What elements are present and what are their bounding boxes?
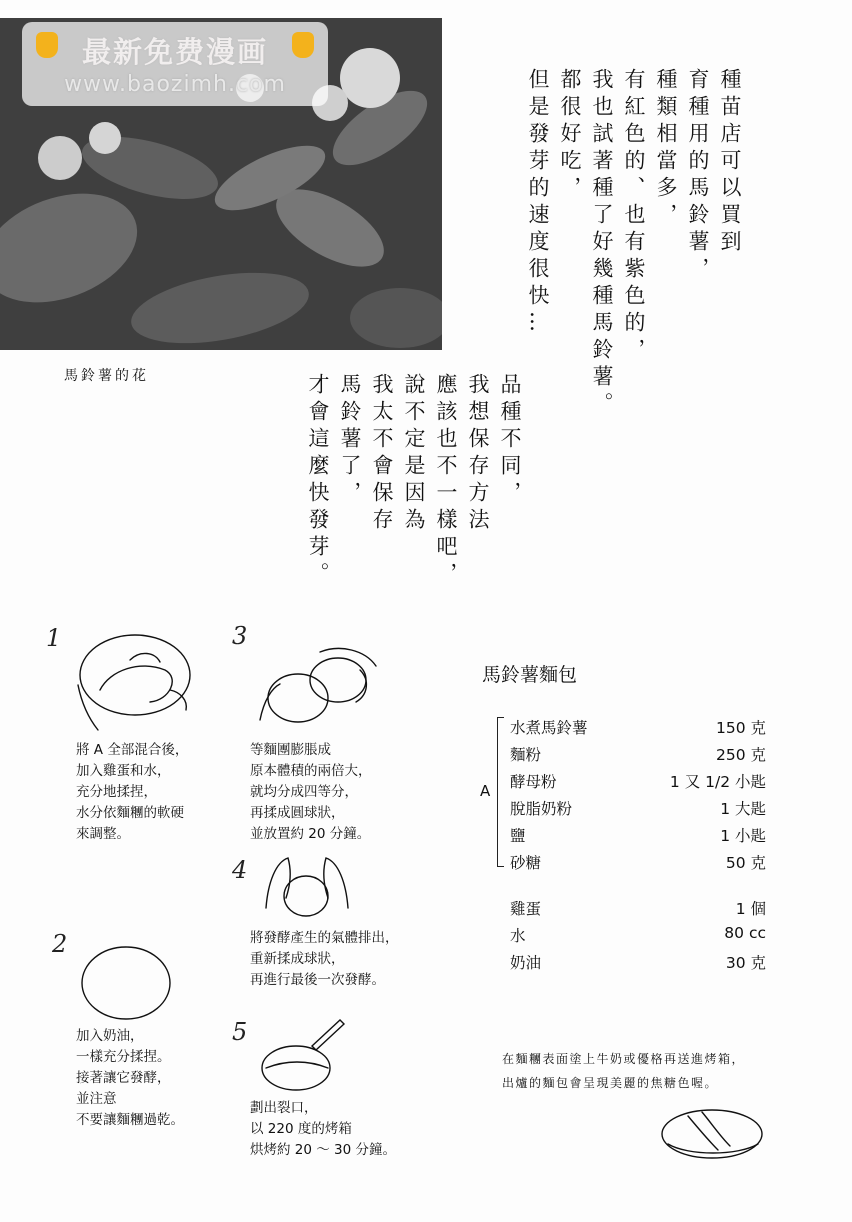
vertical-text-line: 我太不會保存 (370, 373, 394, 535)
vertical-text-line: 應該也不一樣吧， (434, 373, 458, 589)
step-instructions: 等麵團膨脹成 原本體積的兩倍大， 就均分成四等分， 再揉成圓球狀， 並放置約 20 分鐘。 (250, 742, 372, 842)
ingredient-name: 奶油 (510, 954, 542, 972)
ingredient-name: 酵母粉 (510, 773, 557, 791)
vertical-text-line: 品種不同， (498, 373, 522, 508)
baking-tip-line: 在麵糰表面塗上牛奶或優格再送進烤箱， (502, 1052, 746, 1066)
watermark-url: www.baozimh.com (64, 72, 286, 97)
kneading-illustration (70, 630, 200, 735)
ingredient-name: 水煮馬鈴薯 (510, 719, 588, 737)
scoring-dough-illustration (258, 1016, 358, 1094)
baking-tip-line: 出爐的麵包會呈現美麗的焦糖色喔。 (502, 1076, 719, 1090)
vertical-text-line: 我想保存方法 (466, 373, 490, 535)
ingredient-name: 雞蛋 (510, 900, 542, 918)
ingredient-amount: 30 克 (725, 954, 766, 972)
vertical-text-line: 但是發芽的速度很快… (526, 68, 550, 338)
ingredient-row (510, 897, 766, 923)
watermark-title: 最新免费漫画 (81, 35, 268, 69)
step-instructions: 將發酵產生的氣體排出， 重新揉成球狀， 再進行最後一次發酵。 (250, 930, 399, 988)
recipe-title: 馬鈴薯麵包 (482, 664, 578, 686)
vertical-text-line: 種類相當多， (654, 68, 678, 230)
ingredient-row (510, 770, 766, 796)
ingredient-name: 水 (510, 927, 526, 945)
ingredient-row (510, 824, 766, 850)
photo-caption: 馬鈴薯的花 (64, 368, 149, 384)
step-instructions: 加入奶油， 一樣充分揉捏。 接著讓它發酵， 並注意 不要讓麵糰過乾。 (76, 1028, 184, 1128)
vertical-text-line: 有紅色的、也有紫色的， (622, 68, 646, 365)
ingredient-name: 砂糖 (510, 854, 542, 872)
ingredient-name: 鹽 (510, 827, 526, 845)
ingredient-amount: 80 cc (724, 924, 766, 942)
ingredient-row (510, 797, 766, 823)
vertical-text-line: 都很好吃， (558, 68, 582, 203)
vertical-text-line: 說不定是因為 (402, 373, 426, 535)
vertical-text-line: 才會這麼快發芽。 (306, 373, 330, 589)
vertical-text-line: 種苗店可以買到 (718, 68, 742, 257)
ingredient-amount: 250 克 (715, 746, 766, 764)
step-instructions: 劃出裂口， 以 220 度的烤箱 烘烤約 20 ～ 30 分鐘。 (250, 1100, 397, 1158)
vertical-text-line: 育種用的馬鈴薯， (686, 68, 710, 284)
ingredient-row (510, 716, 766, 742)
ingredient-amount: 1 小匙 (720, 827, 766, 845)
step-instructions: 將 A 全部混合後， 加入雞蛋和水， 充分地揉捏， 水分依麵糰的軟硬 來調整。 (76, 742, 189, 842)
ingredient-amount: 150 克 (715, 719, 766, 737)
baked-bread-illustration (658, 1102, 768, 1160)
ingredient-amount: 1 個 (735, 900, 766, 918)
step-number: 4 (232, 856, 248, 884)
dividing-dough-illustration (250, 640, 390, 740)
shaping-dough-illustration (258, 852, 358, 924)
step-number: 5 (232, 1018, 248, 1046)
ingredient-name: 脫脂奶粉 (510, 800, 573, 818)
ingredient-amount: 1 大匙 (720, 800, 766, 818)
vertical-text-line: 我也試著種了好幾種馬鈴薯。 (590, 68, 614, 419)
step-number: 2 (52, 930, 68, 958)
ingredient-group-label: A (480, 782, 491, 800)
step-number: 1 (46, 624, 62, 652)
dough-ball-illustration (78, 945, 178, 1025)
ingredient-row (510, 743, 766, 769)
ingredient-name: 麵粉 (510, 746, 542, 764)
ingredient-group-bracket (497, 717, 504, 867)
ingredient-row (510, 924, 766, 950)
ingredient-amount: 1 又 1/2 小匙 (669, 773, 766, 791)
ingredient-row (510, 951, 766, 977)
vertical-text-line: 馬鈴薯了， (338, 373, 362, 508)
ingredient-row (510, 851, 766, 877)
step-number: 3 (232, 622, 248, 650)
watermark (22, 22, 328, 106)
ingredient-amount: 50 克 (725, 854, 766, 872)
